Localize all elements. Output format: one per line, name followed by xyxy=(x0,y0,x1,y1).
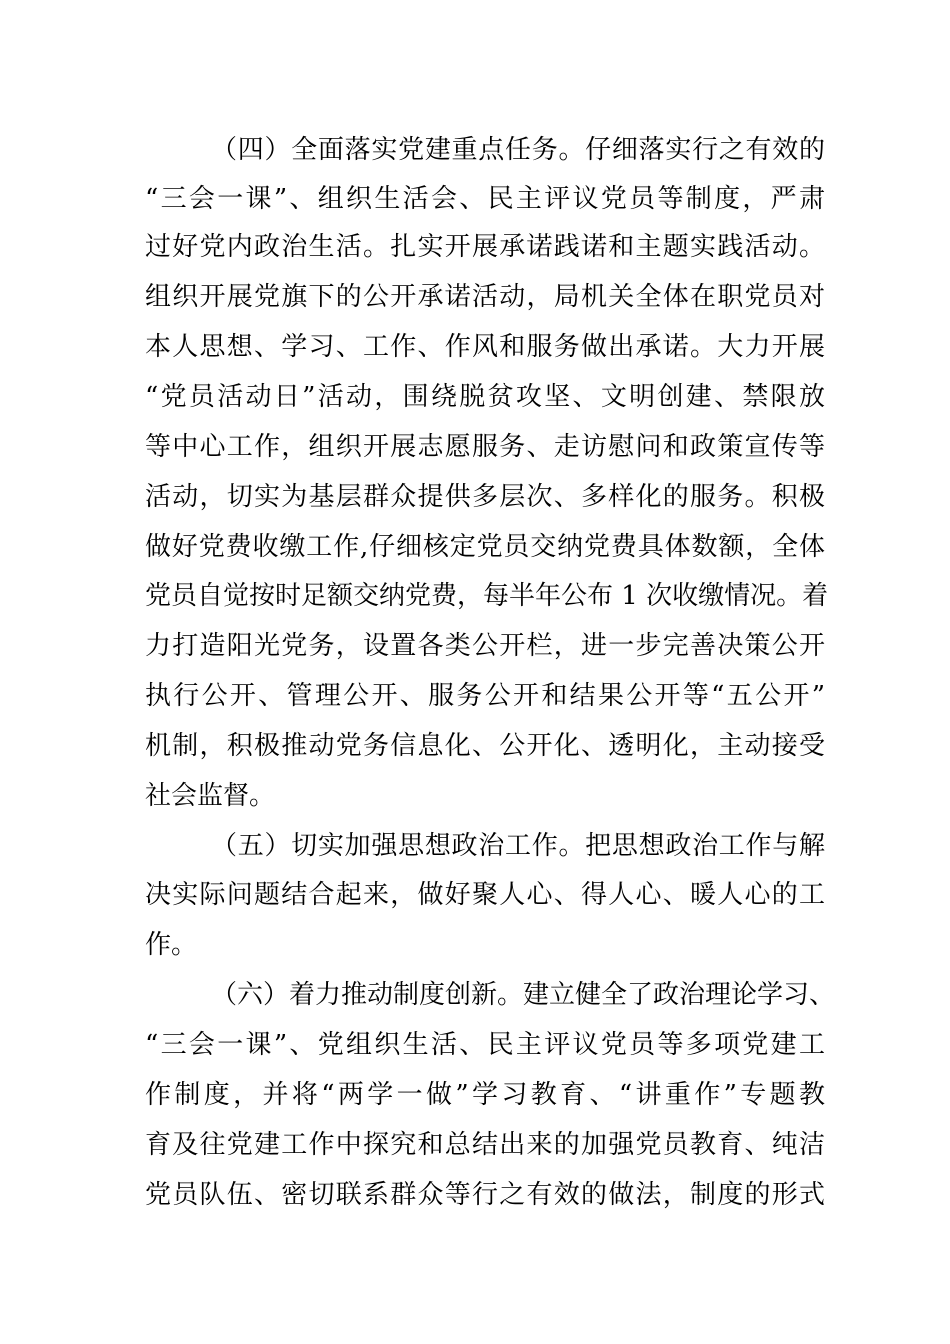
paragraph-4-line-6: “党员活动日”活动，围绕脱贫攻坚、文明创建、禁限放 xyxy=(145,382,825,412)
paragraph-4-line-12: 执行公开、管理公开、服务公开和结果公开等“五公开” xyxy=(145,681,825,711)
paragraph-6-line-3: 作制度，并将“两学一做”学习教育、“讲重作”专题教 xyxy=(145,1080,825,1110)
paragraph-5-line-1: （五）切实加强思想政治工作。把思想政治工作与解 xyxy=(211,831,825,861)
paragraph-6-line-2: “三会一课”、党组织生活、民主评议党员等多项党建工 xyxy=(145,1030,825,1060)
paragraph-4-line-1: （四）全面落实党建重点任务。仔细落实行之有效的 xyxy=(211,135,825,165)
paragraph-4-line-8: 活动，切实为基层群众提供多层次、多样化的服务。积极 xyxy=(145,482,825,512)
paragraph-4-line-3: 过好党内政治生活。扎实开展承诺践诺和主题实践活动。 xyxy=(145,232,825,262)
paragraph-6-line-4: 育及往党建工作中探究和总结出来的加强党员教育、纯洁 xyxy=(145,1130,825,1160)
paragraph-4-line-11: 力打造阳光党务，设置各类公开栏，进一步完善决策公开 xyxy=(145,631,825,661)
paragraph-6-line-1: （六）着力推动制度创新。建立健全了政治理论学习、 xyxy=(211,980,836,1010)
paragraph-4-line-5: 本人思想、学习、工作、作风和服务做出承诺。大力开展 xyxy=(145,332,825,362)
paragraph-4-line-4: 组织开展党旗下的公开承诺活动，局机关全体在职党员对 xyxy=(145,282,825,312)
paragraph-4-line-14: 社会监督。 xyxy=(145,781,276,811)
paragraph-4-line-10: 党员自觉按时足额交纳党费，每半年公布 1 次收缴情况。着 xyxy=(145,581,829,611)
paragraph-5-line-2: 决实际问题结合起来，做好聚人心、得人心、暖人心的工 xyxy=(145,880,825,910)
paragraph-5-line-3: 作。 xyxy=(145,930,198,960)
paragraph-4-line-7: 等中心工作，组织开展志愿服务、走访慰问和政策宣传等 xyxy=(145,432,825,462)
paragraph-4-line-9: 做好党费收缴工作,仔细核定党员交纳党费具体数额，全体 xyxy=(145,532,825,562)
paragraph-6-line-5: 党员队伍、密切联系群众等行之有效的做法，制度的形式 xyxy=(145,1180,825,1210)
paragraph-4-line-2: “三会一课”、组织生活会、民主评议党员等制度，严肃 xyxy=(145,184,825,214)
paragraph-4-line-13: 机制，积极推动党务信息化、公开化、透明化，主动接受 xyxy=(145,731,825,761)
